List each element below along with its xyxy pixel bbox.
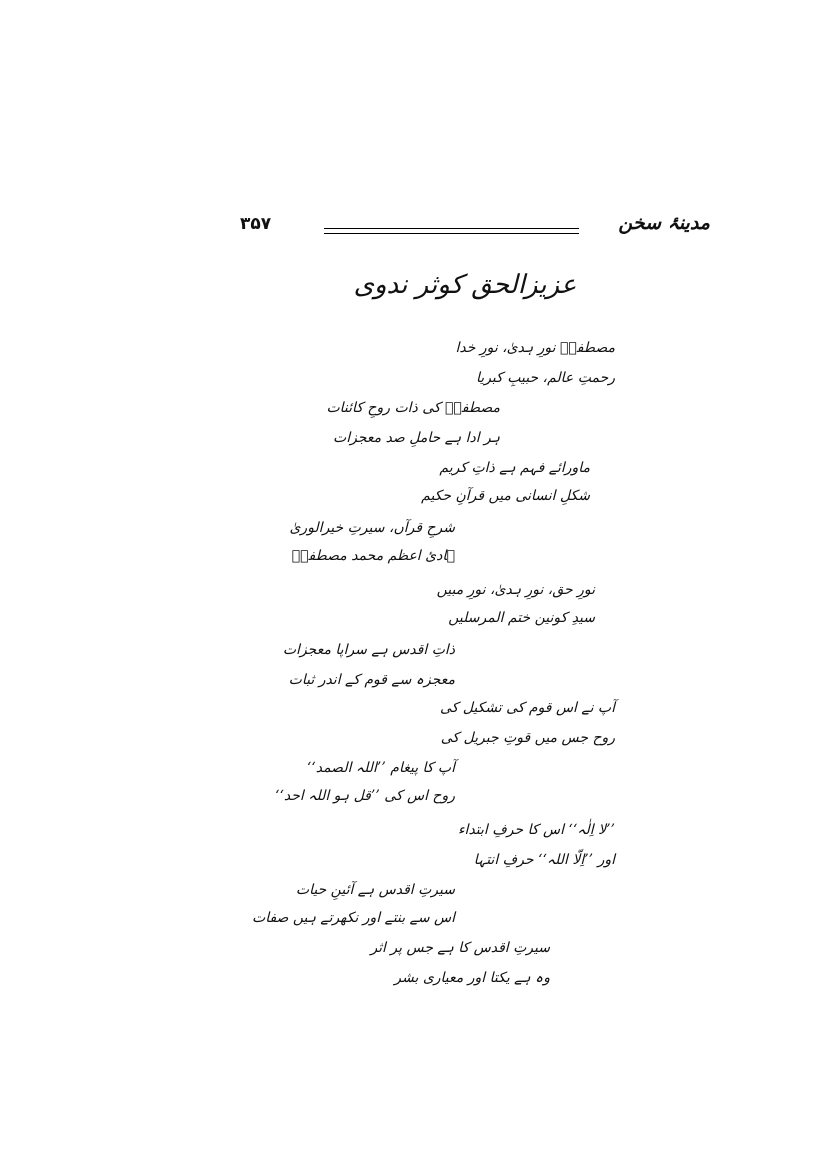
poem-line: اور ’’اِلّا اللہ‘‘ حرفِ انتہا bbox=[473, 852, 615, 868]
poem-line: روح جس میں قوتِ جبریل کی bbox=[440, 730, 615, 746]
poem-line: مصطفیؐ کی ذات روحِ کائنات bbox=[326, 400, 500, 416]
poem-line: سیرتِ اقدس ہے آئینِ حیات bbox=[295, 882, 455, 898]
poet-name: عزیزالحق کوثر ندوی bbox=[353, 270, 577, 300]
poem-line: معجزہ سے قوم کے اندر ثبات bbox=[288, 672, 455, 688]
poem-line: روح اس کی ’’قل ہو اللہ احد‘‘ bbox=[275, 788, 455, 804]
poem-line: ’’لا اِلٰہ‘‘ اس کا حرفِ ابتداء bbox=[457, 822, 615, 838]
page-number: ۳۵۷ bbox=[240, 214, 272, 234]
poem-line: ذاتِ اقدس ہے سراپا معجزات bbox=[282, 642, 455, 658]
poem-line: اس سے بنتے اور نکھرتے ہیں صفات bbox=[252, 910, 455, 926]
poem-line: مصطفیؐ نورِ ہدیٰ، نورِ خدا bbox=[455, 340, 615, 356]
poem-line: آپ کا پیغام ’’اللہ الصمد‘‘ bbox=[306, 760, 455, 776]
book-title: مدینۂ سخن bbox=[618, 212, 710, 234]
poem-line: آپ نے اس قوم کی تشکیل کی bbox=[439, 700, 615, 716]
poem-line: شکلِ انسانی میں قرآنِ حکیم bbox=[421, 488, 590, 504]
poem-line: وہ ہے یکتا اور معیاری بشر bbox=[394, 970, 550, 986]
poem-line: سیدِ کونین ختم المرسلیں bbox=[448, 610, 595, 626]
poem-line: ہادیٔ اعظم محمد مصطفیؐ bbox=[291, 548, 455, 564]
poem-line: سیرتِ اقدس کا ہے جس پر اثر bbox=[370, 940, 550, 956]
poem-line: شرحِ قرآں، سیرتِ خیرالوریٰ bbox=[289, 520, 455, 536]
poem-line: ہر ادا ہے حاملِ صد معجزات bbox=[333, 430, 500, 446]
page-header bbox=[240, 214, 710, 248]
header-rule-top bbox=[324, 228, 579, 229]
header-rule-bottom bbox=[324, 233, 579, 234]
poem-line: ماورائے فہم ہے ذاتِ کریم bbox=[439, 460, 590, 476]
poem-line: رحمتِ عالم، حبیبِ کبریا bbox=[476, 370, 615, 386]
poem-line: نورِ حق، نورِ ہدیٰ، نورِ مبیں bbox=[436, 582, 595, 598]
